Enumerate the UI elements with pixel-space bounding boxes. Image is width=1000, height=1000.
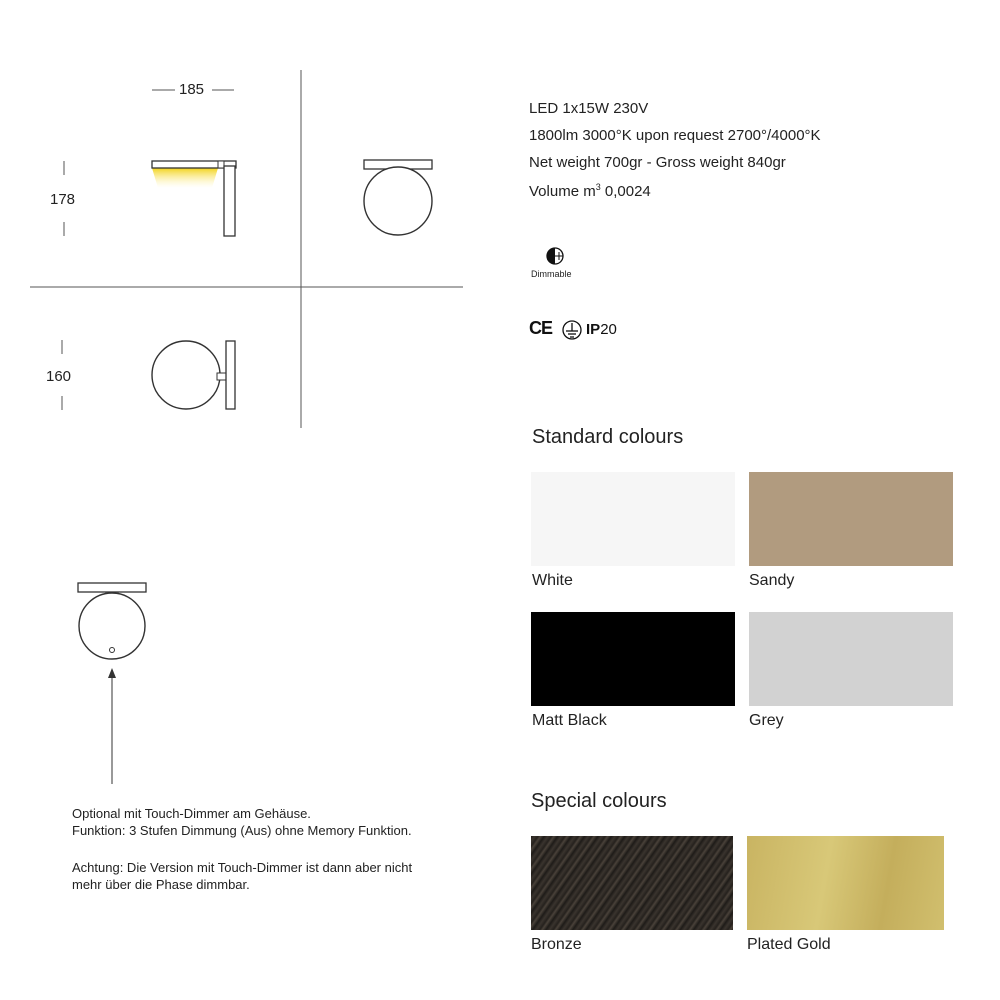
- note-line-1: Optional mit Touch-Dimmer am Gehäuse.: [72, 806, 311, 821]
- swatch-label-white: White: [532, 572, 573, 589]
- swatch-label-plated-gold: Plated Gold: [747, 936, 831, 953]
- swatch-grey: [749, 612, 953, 706]
- note-line-3: Achtung: Die Version mit Touch-Dimmer ist dann aber nicht: [72, 860, 413, 875]
- height-dimension-label: 178: [50, 191, 76, 208]
- spec-volume-prefix: Volume m: [529, 183, 596, 200]
- depth-dimension-label: 160: [46, 368, 72, 385]
- swatch-label-grey: Grey: [749, 712, 784, 729]
- standard-colours-title: Standard colours: [532, 426, 684, 448]
- swatch-sandy: [749, 472, 953, 566]
- ip-rating: [586, 321, 617, 338]
- special-colours-title: Special colours: [531, 790, 667, 812]
- spec-volume-sup: 3: [595, 182, 601, 192]
- ce-mark-icon: CE: [529, 318, 553, 338]
- dimmable-label: Dimmable: [531, 269, 572, 279]
- swatch-label-sandy: Sandy: [749, 572, 795, 589]
- note-line-4: mehr über die Phase dimmbar.: [72, 877, 250, 892]
- swatch-label-matt-black: Matt Black: [532, 712, 607, 729]
- swatch-bronze: [531, 836, 733, 930]
- ip-value: 20: [600, 321, 617, 338]
- width-dimension-label: 185: [179, 81, 205, 98]
- swatch-label-bronze: Bronze: [531, 936, 582, 953]
- swatch-matt-black: [531, 612, 735, 706]
- spec-power: LED 1x15W 230V: [529, 100, 649, 117]
- spec-lumen: 1800lm 3000°K upon request 2700°/4000°K: [529, 127, 821, 144]
- note-line-2: Funktion: 3 Stufen Dimmung (Aus) ohne Memory Funktion.: [72, 823, 412, 838]
- swatch-plated-gold: [747, 836, 944, 930]
- ip-prefix: IP: [586, 321, 601, 338]
- spec-volume-value: 0,0024: [604, 183, 651, 200]
- swatch-white: [531, 472, 735, 566]
- spec-weight: Net weight 700gr - Gross weight 840gr: [529, 154, 786, 171]
